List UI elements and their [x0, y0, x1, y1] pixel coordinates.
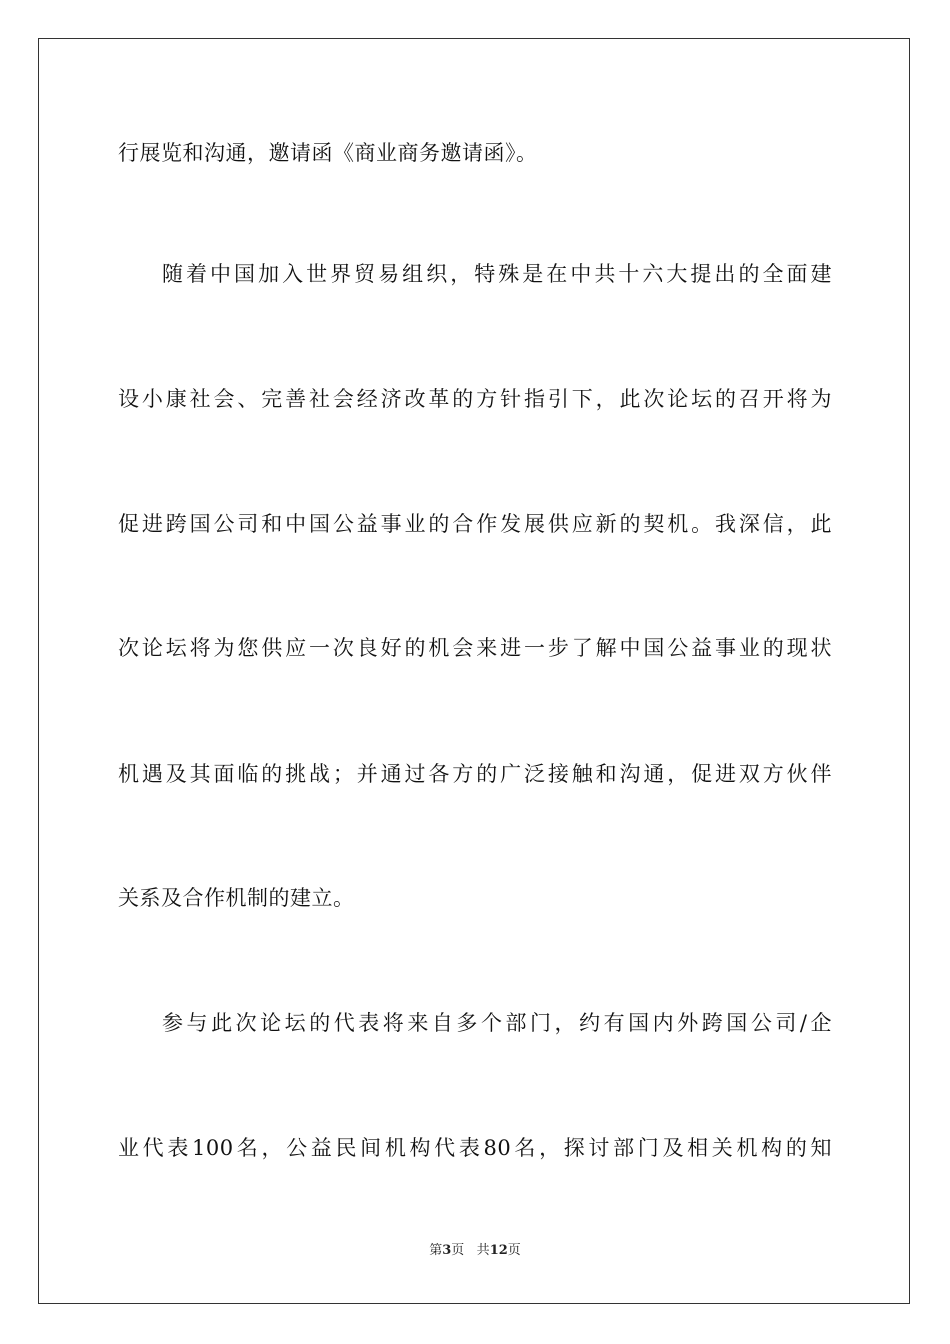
page-border	[38, 38, 910, 1304]
page-footer	[0, 1242, 950, 1260]
text-line-8: 参与此次论坛的代表将来自多个部门，约有国内外跨国公司/企	[162, 1011, 832, 1035]
text-line-5: 次论坛将为您供应一次良好的机会来进一步了解中国公益事业的现状	[118, 636, 832, 660]
text-line-7: 关系及合作机制的建立。	[118, 886, 355, 910]
text-line-9: 业代表100名，公益民间机构代表80名，探讨部门及相关机构的知	[118, 1136, 832, 1160]
footer-current-page: 3	[442, 1243, 452, 1258]
text-line-1: 行展览和沟通，邀请函《商业商务邀请函》。	[118, 141, 538, 165]
text-line-3: 设小康社会、完善社会经济改革的方针指引下，此次论坛的召开将为	[118, 387, 832, 411]
footer-total-suffix: 页	[507, 1243, 521, 1258]
footer-page-suffix: 页	[451, 1243, 465, 1258]
text-line-4: 促进跨国公司和中国公益事业的合作发展供应新的契机。我深信，此	[118, 512, 832, 536]
text-line-6: 机遇及其面临的挑战；并通过各方的广泛接触和沟通，促进双方伙伴	[118, 762, 832, 786]
footer-total-pages: 12	[489, 1243, 508, 1258]
footer-total-prefix: 共	[476, 1243, 490, 1258]
footer-page-prefix: 第	[429, 1243, 443, 1258]
text-line-2: 随着中国加入世界贸易组织，特殊是在中共十六大提出的全面建	[162, 262, 832, 286]
